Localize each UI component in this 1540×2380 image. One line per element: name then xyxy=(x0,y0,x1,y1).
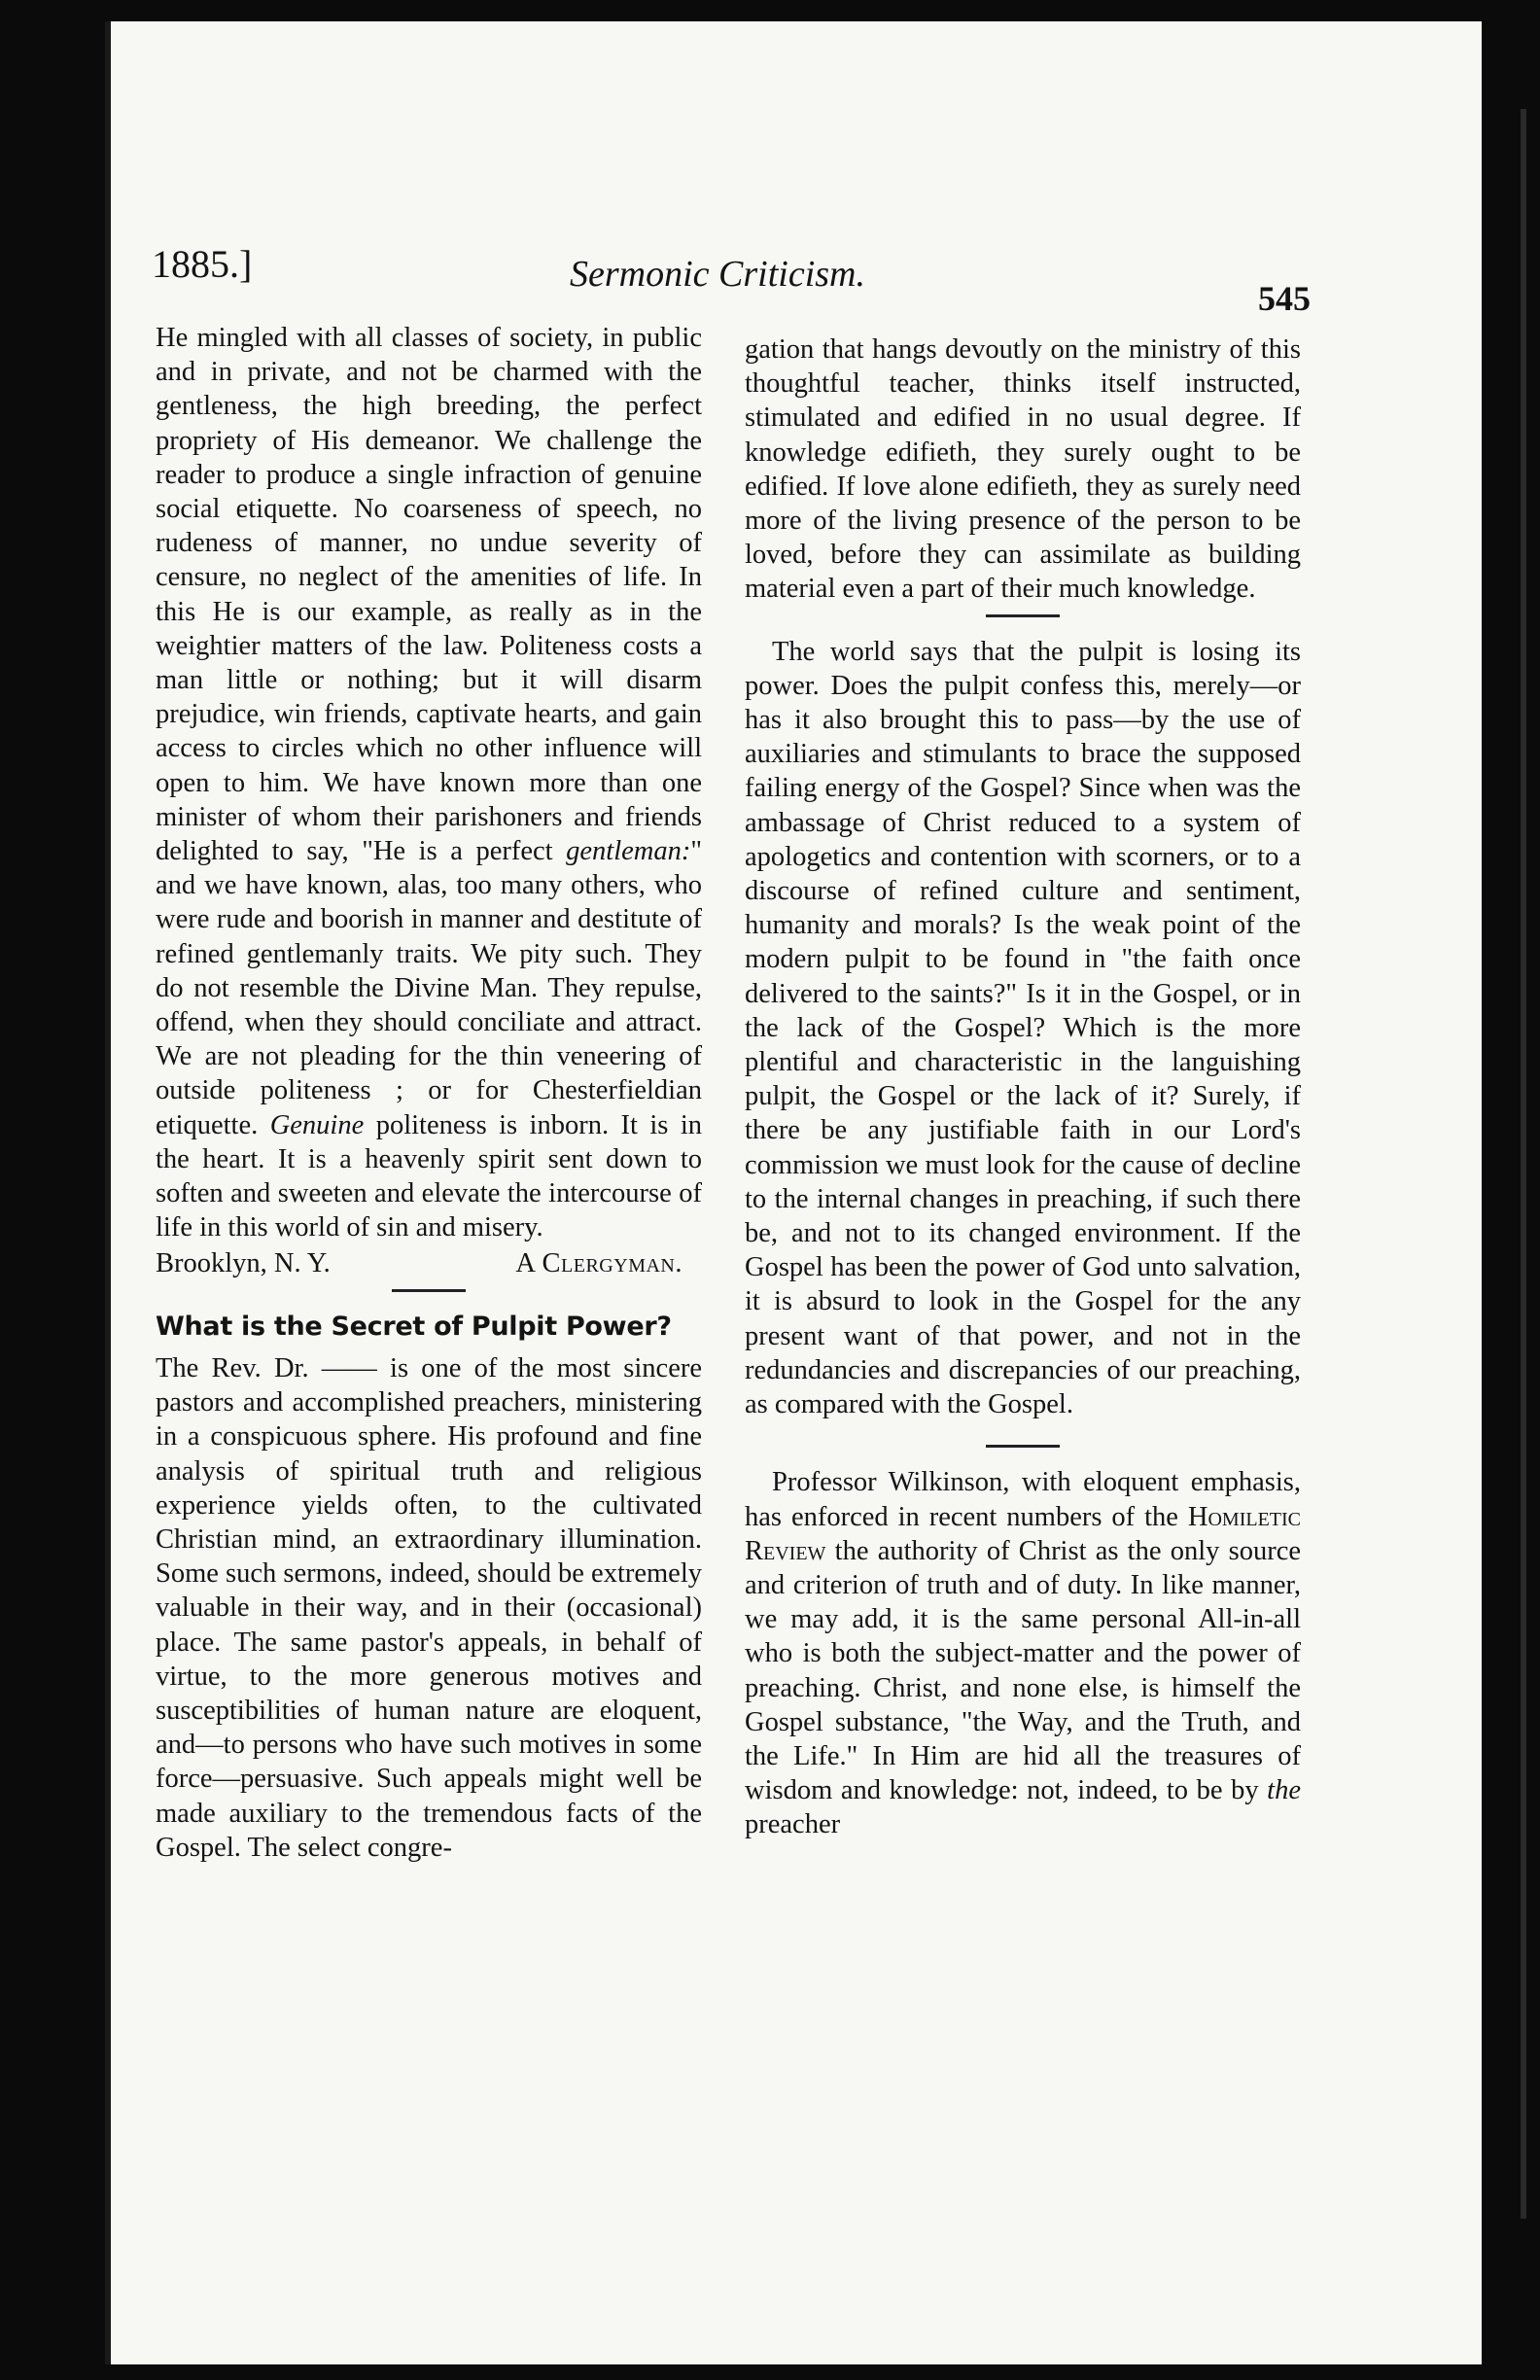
text: preacher xyxy=(745,1809,841,1840)
paragraph: gation that hangs devoutly on the ministry of this thoughtful teacher, thinks itself instructed, stimulated and edified in no usual degree. If knowledge edifieth, they surely ought to be edified. If love alone edifieth, they as surely need more of the living presence of the person to be loved, before they can assimilate as building material even a part of their much knowledge. xyxy=(745,334,1301,605)
italic-text: the xyxy=(1267,1775,1301,1806)
italic-text: gentleman: xyxy=(566,836,691,867)
text: politeness is inborn. It is in the heart. It is a heavenly spirit sent down to soften and sweeten and elevate the intercourse of life in this world of sin and misery. xyxy=(156,1109,702,1243)
publication-name: Homiletic Review xyxy=(745,1501,1302,1566)
right-column xyxy=(745,332,1301,1842)
page-edge xyxy=(1521,109,1526,2219)
text: Professor Wilkinson, with eloquent emphasis, has enforced in recent numbers of the xyxy=(745,1467,1301,1532)
signature-line xyxy=(156,1246,702,1280)
section-divider xyxy=(392,1289,466,1292)
section-heading: What is the Secret of Pulpit Power? xyxy=(156,1311,672,1342)
left-column xyxy=(156,321,702,1865)
section-divider xyxy=(986,614,1060,617)
text: " and we have known, alas, too many others, who were rude and boorish in manner and destitute of refined gentlemanly traits. We pity such. They do not resemble the Divine Man. They repulse, offend, when they should conciliate and attract. We are not pleading for the thin veneering of outside politeness ; or for Chesterfieldian etiquette. xyxy=(156,836,702,1140)
text: He mingled with all classes of society, in public and in private, and not be charmed with the gentleness, the high breeding, the perfect propriety of His demeanor. We challenge the reader to produce a single infraction of genuine social etiquette. No coarseness of speech, no rudeness of manner, no undue severity of censure, no neglect of the amenities of life. In this He is our example, as really as in the weightier matters of the law. Politeness costs a man little or nothing; but it will disarm prejudice, win friends, captivate hearts, and gain access to circles which no other influence will open to him. We have known more than one minister of whom their parishoners and friends delighted to say, "He is a perfect xyxy=(156,323,702,867)
italic-text: Genuine xyxy=(269,1109,365,1140)
paragraph xyxy=(156,321,702,1244)
signature-author: A Clergyman. xyxy=(515,1248,682,1279)
header-date: 1885.] xyxy=(152,242,253,286)
signature-place: Brooklyn, N. Y. xyxy=(156,1248,331,1279)
paragraph xyxy=(745,1465,1301,1841)
paragraph: The Rev. Dr. —— is one of the most sincere pastors and accomplished preachers, ministering in a conspicuous sphere. His profound and fine analysis of spiritual truth and religious experience yields often, to the cultivated Christian mind, an extraordinary illumination. Some such sermons, indeed, should be extremely valuable in their way, and in their (occasional) place. The same pastor's appeals, in behalf of virtue, to the more generous motives and susceptibilities of human nature are eloquent, and—to persons who have such motives in some force—persuasive. Such appeals might well be made auxiliary to the tremendous facts of the Gospel. The select congre- xyxy=(156,1352,702,1863)
running-header xyxy=(152,231,1311,318)
header-title: Sermonic Criticism. xyxy=(570,254,865,295)
paragraph: The world says that the pulpit is losing its power. Does the pulpit confess this, merely—or has it also brought this to pass—by the use of auxiliaries and stimulants to brace the supposed failing energy of the Gospel? Since when was the ambassage of Christ reduced to a system of apologetics and contention with scorners, or to a discourse of refined culture and sentiment, humanity and morals? Is the weak point of the modern pulpit to be found in "the faith once delivered to the saints?" Is it in the Gospel, or in the lack of the Gospel? Which is the more plentiful and characteristic in the languishing pulpit, the Gospel or the lack of it? Surely, if there be any justifiable faith in our Lord's commission we must look for the cause of decline to the internal changes in preaching, if such there be, and not to its changed environment. If the Gospel has been the power of God unto salvation, it is absurd to look in the Gospel for the any present want of that power, and not in the redundancies and discrepancies of our preaching, as compared with the Gospel. xyxy=(745,636,1301,1420)
section-divider xyxy=(986,1445,1060,1448)
page-number: 545 xyxy=(1258,279,1311,318)
text: the authority of Christ as the only source and criterion of truth and of duty. In like manner, we may add, it is the same personal All-in-all who is both the subject-matter and the power of preaching. Christ, and none else, is himself the Gospel substance, "the Way, and the Truth, and the Life." In Him are hid all the treasures of wisdom and knowledge: not, indeed, to be by xyxy=(745,1535,1301,1806)
